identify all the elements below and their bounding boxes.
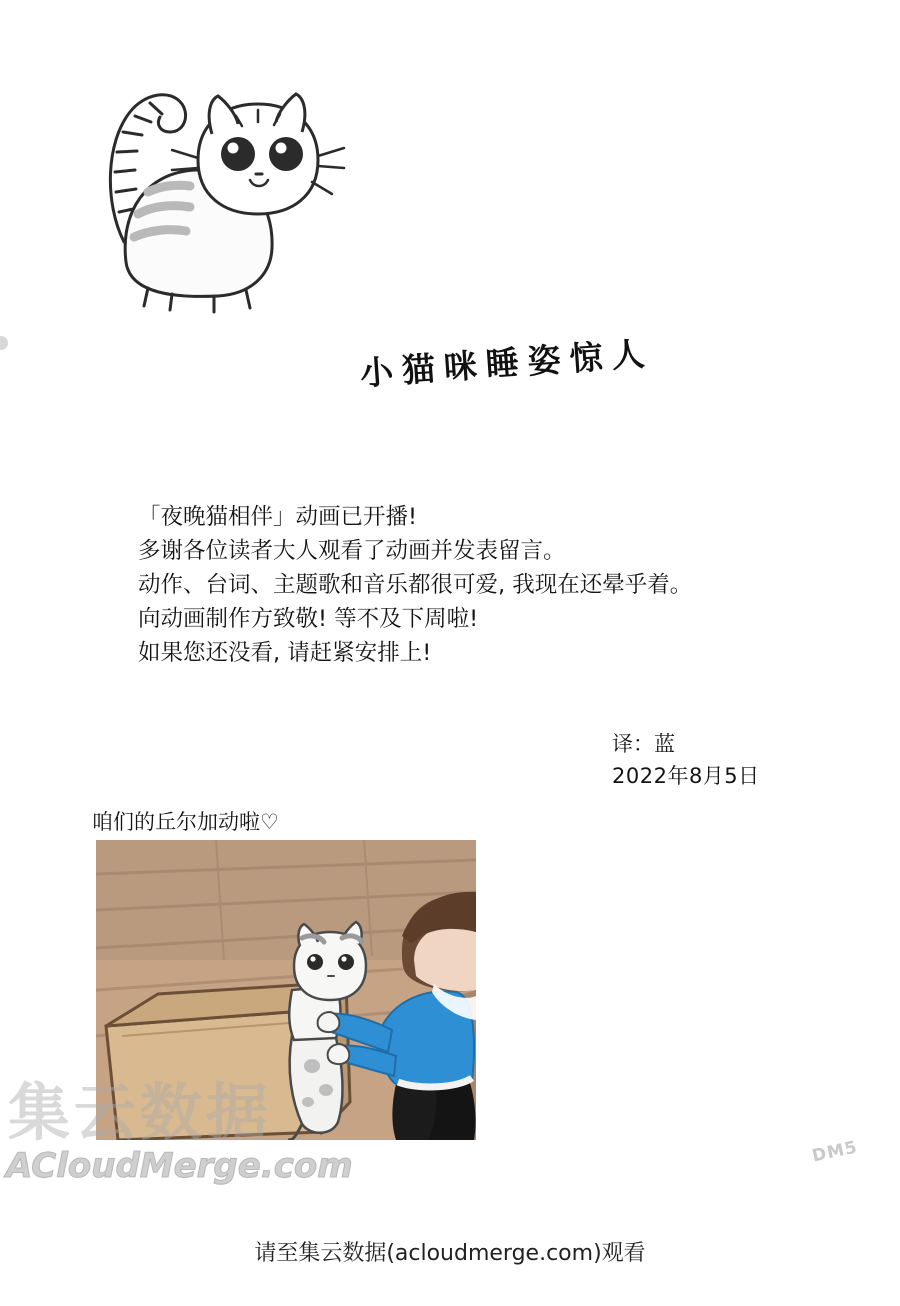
watermark-english: ACloudMerge.com [6, 1146, 353, 1186]
page-title-text: 小猫咪睡姿惊人 [358, 333, 655, 393]
body-line-3: 动作、台词、主题歌和音乐都很可爱, 我现在还晕乎着。 [138, 572, 693, 598]
body-line-1: 「夜晚猫相伴」动画已开播! [138, 504, 418, 530]
page-title [358, 333, 780, 418]
body-paragraph [138, 500, 818, 670]
corner-watermark: DM5 [810, 1137, 860, 1167]
signature-date: 2022年8月5日 [612, 764, 760, 788]
edge-smudge [0, 336, 8, 350]
body-line-2: 多谢各位读者大人观看了动画并发表留言。 [138, 538, 566, 564]
cat-illustration [86, 62, 366, 322]
signature-block [612, 728, 832, 792]
body-line-4: 向动画制作方致敬! 等不及下周啦! [138, 606, 479, 632]
body-line-5: 如果您还没看, 请赶紧安排上! [138, 640, 432, 666]
photo-panel [96, 840, 476, 1140]
footer-notice: 请至集云数据(acloudmerge.com)观看 [254, 1241, 646, 1266]
watermark-chinese: 集云数据 [8, 1076, 273, 1149]
translator-credit: 译：蓝 [612, 732, 675, 756]
photo-caption: 咱们的丘尔加动啦♡ [92, 810, 279, 834]
